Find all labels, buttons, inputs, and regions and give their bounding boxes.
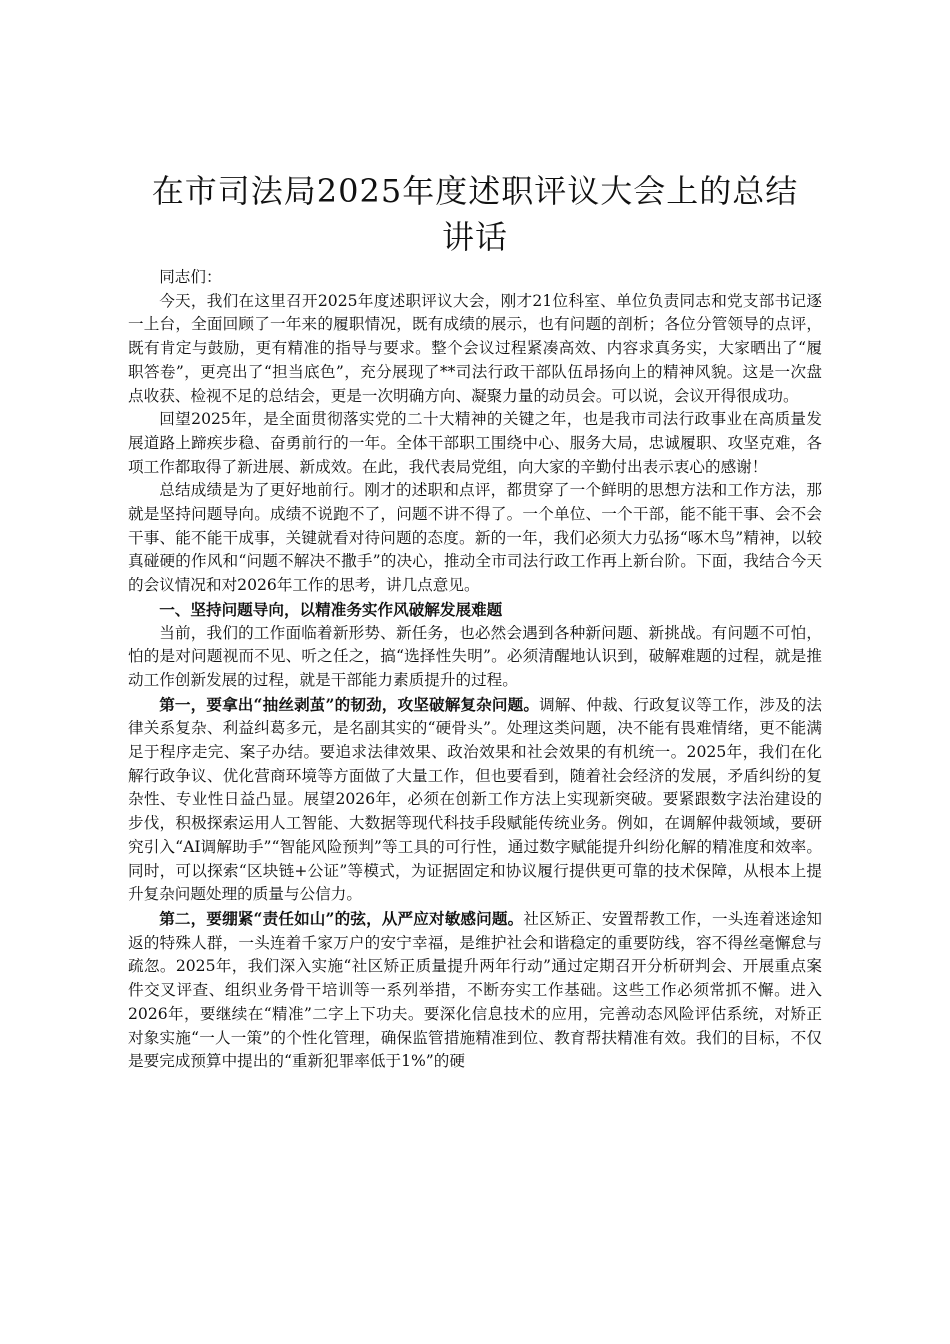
point-1-paragraph [128, 693, 822, 907]
point-2-lead: 第二，要绷紧“责任如山”的弦，从严应对敏感问题。 [159, 908, 524, 928]
document-title [128, 168, 822, 260]
point-2-paragraph [128, 907, 822, 1074]
title-line-2: 讲话 [441, 218, 508, 256]
salutation: 同志们： [159, 268, 222, 286]
section-heading-1: 一、坚持问题导向，以精准务实作风破解发展难题 [159, 599, 503, 619]
section-1-intro: 当前，我们的工作面临着新形势、新任务，也必然会遇到各种新问题、新挑战。有问题不可怕，怕的是对问题视而不见、听之任之，搞“选择性失明”。必须清醒地认识到，破解难题的过程，就是推动工作创新发展的过程，就是干部能力素质提升的过程。 [128, 623, 822, 689]
document-body [128, 266, 822, 1074]
paragraph-summary: 总结成绩是为了更好地前行。刚才的述职和点评，都贯穿了一个鲜明的思想方法和工作方法，那就是坚持问题导向。成绩不说跑不了，问题不讲不得了。一个单位、一个干部，能不能干事、会不会干事、能不能干成事，关键就看对待问题的态度。新的一年，我们必须大力弘扬“啄木鸟”精神，以较真碰硬的作风和“问题不解决不撒手”的决心，推动全市司法行政工作再上新台阶。下面，我结合今天的会议情况和对2026年工作的思考，讲几点意见。 [128, 481, 822, 595]
paragraph-opening: 今天，我们在这里召开2025年度述职评议大会，刚才21位科室、单位负责同志和党支部书记逐一上台，全面回顾了一年来的履职情况，既有成绩的展示，也有问题的剖析；各位分管领导的点评，既有肯定与鼓励，更有精准的指导与要求。整个会议过程紧凑高效、内容求真务实，大家晒出了“履职答卷”，更亮出了“担当底色”，充分展现了**司法行政干部队伍昂扬向上的精神风貌。这是一次盘点收获、检视不足的总结会，更是一次明确方向、凝聚力量的动员会。可以说，会议开得很成功。 [128, 291, 822, 405]
point-1-text: 调解、仲裁、行政复议等工作，涉及的法律关系复杂、利益纠葛多元，是名副其实的“硬骨头”。处理这类问题，决不能有畏难情绪，更不能满足于程序走完、案子办结。要追求法律效果、政治效果和社会效果的有机统一。2025年，我们在化解行政争议、优化营商环境等方面做了大量工作，但也要看到，随着社会经济的发展，矛盾纠纷的复杂性、专业性日益凸显。展望2026年，必须在创新工作方法上实现新突破。要紧跟数字法治建设的步伐，积极探索运用人工智能、大数据等现代科技手段赋能传统业务。例如，在调解仲裁领域，要研究引入“AI调解助手”“智能风险预判”等工具的可行性，通过数字赋能提升纠纷化解的精准度和效率。同时，可以探索“区块链+公证”等模式，为证据固定和协议履行提供更可靠的技术保障，从根本上提升复杂问题处理的质量与公信力。 [128, 695, 822, 904]
point-2-text: 社区矫正、安置帮教工作，一头连着迷途知返的特殊人群，一头连着千家万户的安宁幸福，是维护社会和谐稳定的重要防线，容不得丝毫懈怠与疏忽。2025年，我们深入实施“社区矫正质量提升两年行动”通过定期召开分析研判会、开展重点案件交叉评查、组织业务骨干培训等一系列举措，不断夯实工作基础。这些工作必须常抓不懈。进入2026年，要继续在“精准”二字上下功夫。要深化信息技术的应用，完善动态风险评估系统，对矫正对象实施“一人一策”的个性化管理，确保监管措施精准到位、教育帮扶精准有效。我们的目标，不仅是要完成预算中提出的“重新犯罪率低于1%”的硬 [128, 909, 822, 1071]
document-page [128, 168, 822, 1074]
point-1-lead: 第一，要拿出“抽丝剥茧”的韧劲，攻坚破解复杂问题。 [159, 694, 540, 714]
title-line-1: 在市司法局2025年度述职评议大会上的总结 [151, 172, 799, 210]
paragraph-review: 回望2025年，是全面贯彻落实党的二十大精神的关键之年，也是我市司法行政事业在高质量发展道路上蹄疾步稳、奋勇前行的一年。全体干部职工围绕中心、服务大局，忠诚履职、攻坚克难，各项工作都取得了新进展、新成效。在此，我代表局党组，向大家的辛勤付出表示衷心的感谢！ [128, 410, 822, 476]
